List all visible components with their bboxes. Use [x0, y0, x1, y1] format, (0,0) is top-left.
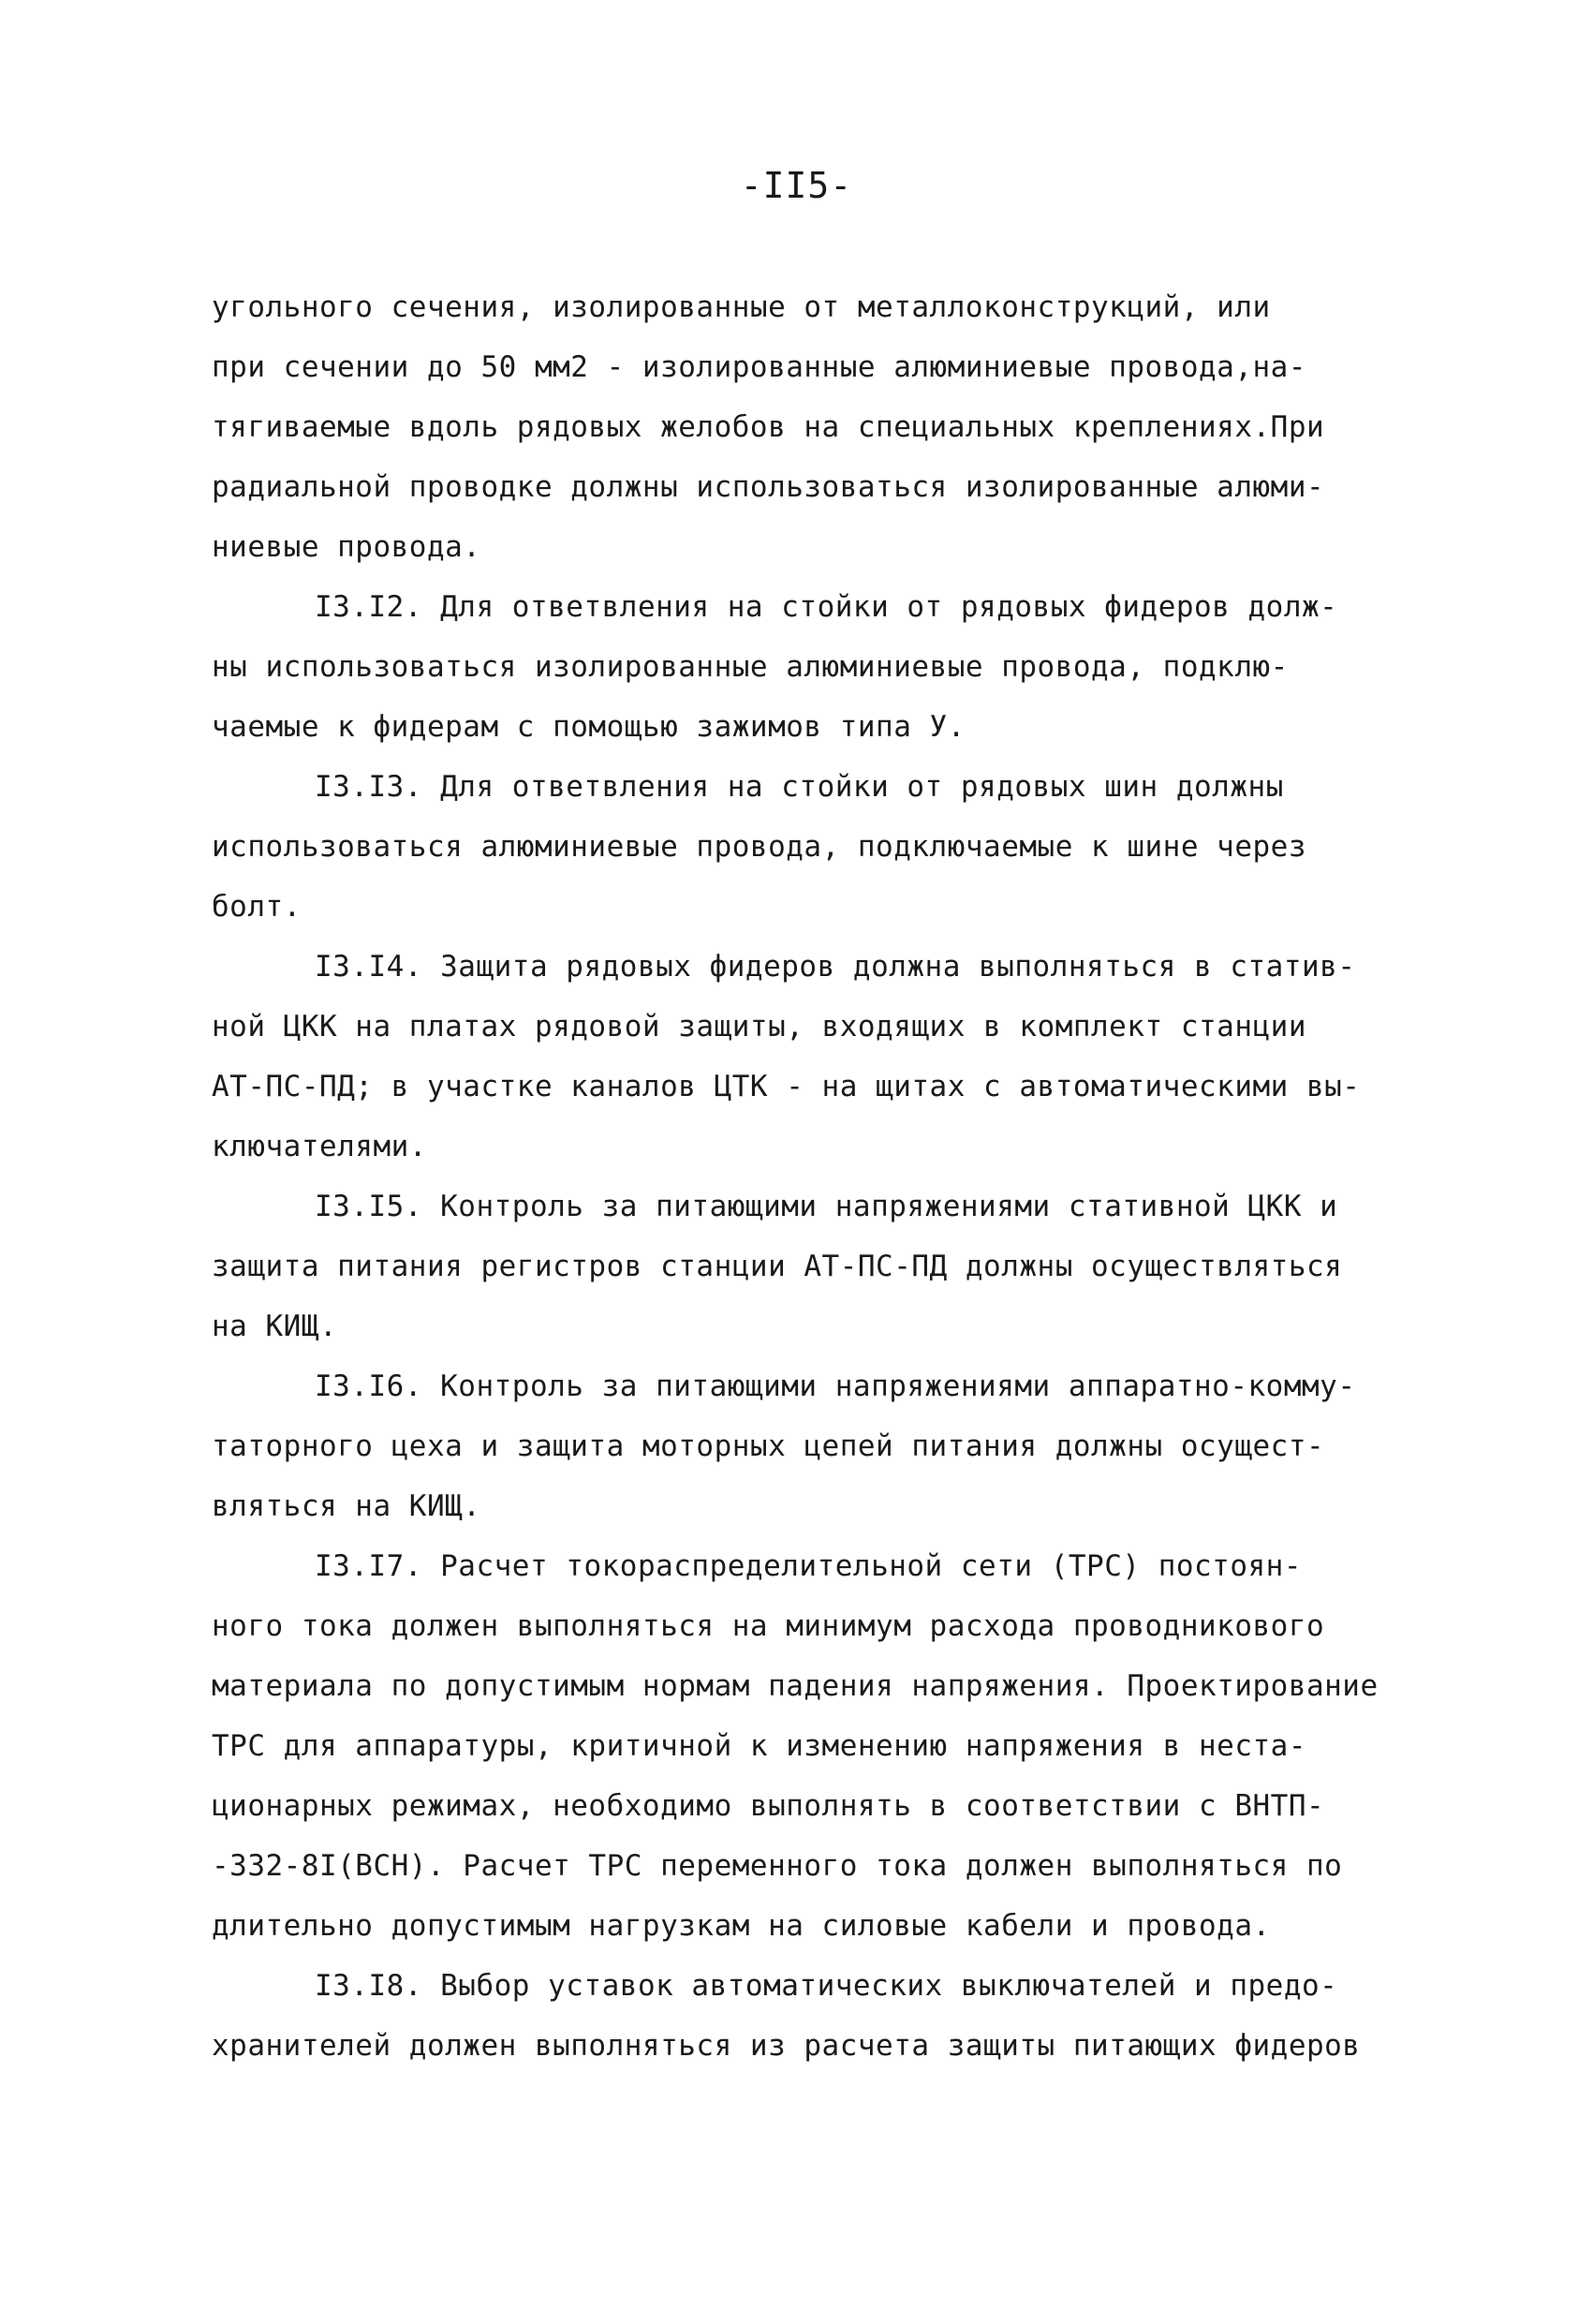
- text-line: ТРС для аппаратуры, критичной к изменению напряжения в неста-: [212, 1729, 1306, 1763]
- text-line: ны использоваться изолированные алюминиевые провода, подклю-: [212, 650, 1289, 684]
- document-body: [212, 277, 1467, 2076]
- text-line: длительно допустимым нагрузкам на силовые кабели и провода.: [212, 1909, 1271, 1943]
- text-line: ниевые провода.: [212, 530, 481, 564]
- text-line: таторного цеха и защита моторных цепей питания должны осущест-: [212, 1429, 1325, 1463]
- text-line: -332-8I(ВСН). Расчет ТРС переменного тока должен выполняться по: [212, 1849, 1343, 1883]
- text-line: АТ-ПС-ПД; в участке каналов ЦТК - на щитах с автоматическими вы-: [212, 1070, 1361, 1103]
- paragraph-first-line: I3.I5. Контроль за питающими напряжениями стативной ЦКК и: [315, 1190, 1338, 1223]
- text-line: на КИЩ.: [212, 1310, 338, 1343]
- text-line: защита питания регистров станции АТ-ПС-ПД должны осуществляться: [212, 1250, 1343, 1283]
- paragraph-first-line: I3.I3. Для ответвления на стойки от рядовых шин должны: [315, 770, 1284, 804]
- text-line: хранителей должен выполняться из расчета защиты питающих фидеров: [212, 2029, 1361, 2063]
- text-line: тягиваемые вдоль рядовых желобов на специальных креплениях.При: [212, 410, 1325, 444]
- text-line: угольного сечения, изолированные от металлоконструкций, или: [212, 290, 1271, 324]
- paragraph-first-line: I3.I8. Выбор уставок автоматических выключателей и предо-: [315, 1969, 1338, 2003]
- text-line: использоваться алюминиевые провода, подключаемые к шине через: [212, 830, 1306, 864]
- paragraph-first-line: I3.I4. Защита рядовых фидеров должна выполняться в статив-: [315, 950, 1356, 984]
- paragraph-first-line: I3.I7. Расчет токораспределительной сети (ТРС) постоян-: [315, 1549, 1302, 1583]
- text-line: болт.: [212, 890, 302, 924]
- text-line: чаемые к фидерам с помощью зажимов типа У.: [212, 710, 966, 744]
- page-number: -II5-: [740, 165, 853, 206]
- text-line: при сечении до 50 мм2 - изолированные алюминиевые провода,на-: [212, 350, 1306, 384]
- text-line: вляться на КИЩ.: [212, 1489, 481, 1523]
- text-line: радиальной проводке должны использоваться изолированные алюми-: [212, 470, 1325, 504]
- text-line: ключателями.: [212, 1130, 427, 1163]
- text-line: ного тока должен выполняться на минимум расхода проводникового: [212, 1609, 1325, 1643]
- paragraph-first-line: I3.I6. Контроль за питающими напряжениями аппаратно-комму-: [315, 1369, 1356, 1403]
- text-line: материала по допустимым нормам падения напряжения. Проектирование: [212, 1669, 1379, 1703]
- paragraph-first-line: I3.I2. Для ответвления на стойки от рядовых фидеров долж-: [315, 590, 1338, 624]
- text-line: ной ЦКК на платах рядовой защиты, входящих в комплект станции: [212, 1010, 1306, 1044]
- text-line: ционарных режимах, необходимо выполнять в соответствии с ВНТП-: [212, 1789, 1325, 1823]
